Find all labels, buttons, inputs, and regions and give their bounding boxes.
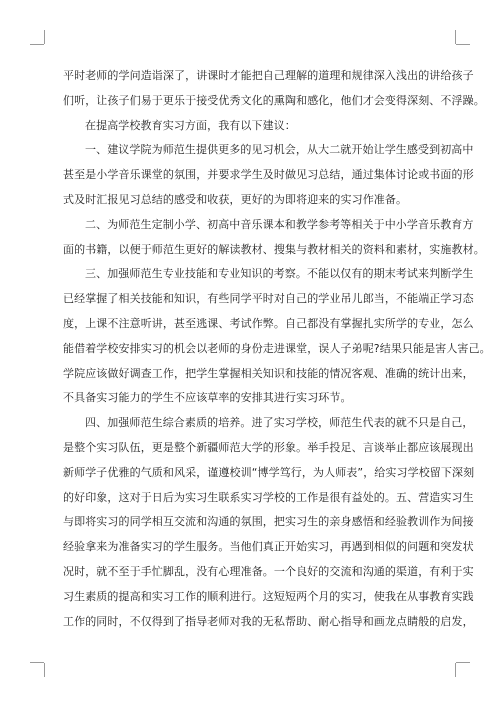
text-line: 经验拿来为准备实习的学生服务。当他们真正开始实习，再遇到相似的问题和突发状: [63, 540, 474, 554]
text-line: 甚至是小学音乐课堂的氛围，并要求学生及时做见习总结，通过集体讨论或书面的形: [63, 168, 474, 182]
crop-mark-bottom-right-vertical: [455, 663, 456, 677]
text-line: 三、加强师范生专业技能和专业知识的考察。不能以仅有的期末考试来判断学生: [85, 267, 474, 281]
text-line: 式及时汇报见习总结的感受和收获，更好的为即将迎来的实习作准备。: [63, 192, 408, 206]
crop-mark-bottom-left-vertical: [44, 663, 45, 677]
text-line: 况时，就不至于手忙脚乱，没有心理准备。一个良好的交流和沟通的渠道，有利于实: [63, 564, 474, 578]
crop-mark-top-right-horizontal: [456, 44, 470, 45]
text-line: 已经掌握了相关技能和知识，有些同学平时对自己的学业吊儿郎当，不能端正学习态: [63, 292, 474, 306]
text-line: 一、建议学院为师范生提供更多的见习机会，从大二就开始让学生感受到初高中: [85, 143, 474, 157]
text-line: 们听，让孩子们易于更乐于接受优秀文化的熏陶和感化，他们才会变得深刻、不浮躁。: [63, 93, 485, 107]
text-line: 度，上课不注意听讲，甚至逃课、考试作弊。自己都没有掌握扎实所学的专业，怎么: [63, 316, 474, 330]
text-line: 与即将实习的同学相互交流和沟通的氛围，把实习生的亲身感悟和经验教训作为间接: [63, 515, 474, 529]
text-line: 四、加强师范生综合素质的培养。进了实习学校，师范生代表的就不只是自己，: [85, 416, 474, 430]
crop-mark-bottom-left-horizontal: [30, 662, 44, 663]
crop-mark-bottom-right-horizontal: [456, 662, 470, 663]
document-body: [63, 64, 491, 634]
text-line: 不具备实习能力的学生不应该草率的安排其进行实习环节。: [63, 391, 352, 405]
text-line: 学院应该做好调查工作，把学生掌握相关知识和技能的情况客观、准确的统计出来，: [63, 366, 474, 380]
text-line: 平时老师的学问造诣深了，讲课时才能把自己理解的道理和规律深入浅出的讲给孩子: [63, 69, 474, 82]
text-line: 二、为师范生定制小学、初高中音乐课本和教学参考等相关于中小学音乐教育方: [85, 217, 474, 231]
text-line: 能借着学校安排实习的机会以老师的身份走进课堂，误人子弟呢?结果只能是害人害己。: [63, 341, 491, 355]
crop-mark-top-right-vertical: [455, 30, 456, 44]
text-line: 面的书籍，以便于师范生更好的解读教材、搜集与教材相关的资料和素材，实施教材。: [63, 242, 485, 256]
text-line: 工作的同时，不仅得到了指导老师对我的无私帮助、耐心指导和画龙点睛般的启发，: [63, 614, 474, 628]
text-line: 是整个实习队伍，更是整个新疆师范大学的形象。举手投足、言谈举止都应该展现出: [63, 440, 474, 454]
text-line: 新师学子优雅的气质和风采，谨遵校训“博学笃行，为人师表”，给实习学校留下深刻: [63, 465, 475, 479]
crop-mark-top-left-horizontal: [30, 44, 44, 45]
text-line: 在提高学校教育实习方面，我有以下建议：: [85, 118, 296, 132]
text-line: 的好印象，这对于日后为实习生联系实习学校的工作是很有益处的。五、营造实习生: [63, 490, 474, 504]
text-line: 习生素质的提高和实习工作的顺利进行。这短短两个月的实习，使我在从事教育实践: [63, 589, 474, 603]
crop-mark-top-left-vertical: [44, 30, 45, 44]
